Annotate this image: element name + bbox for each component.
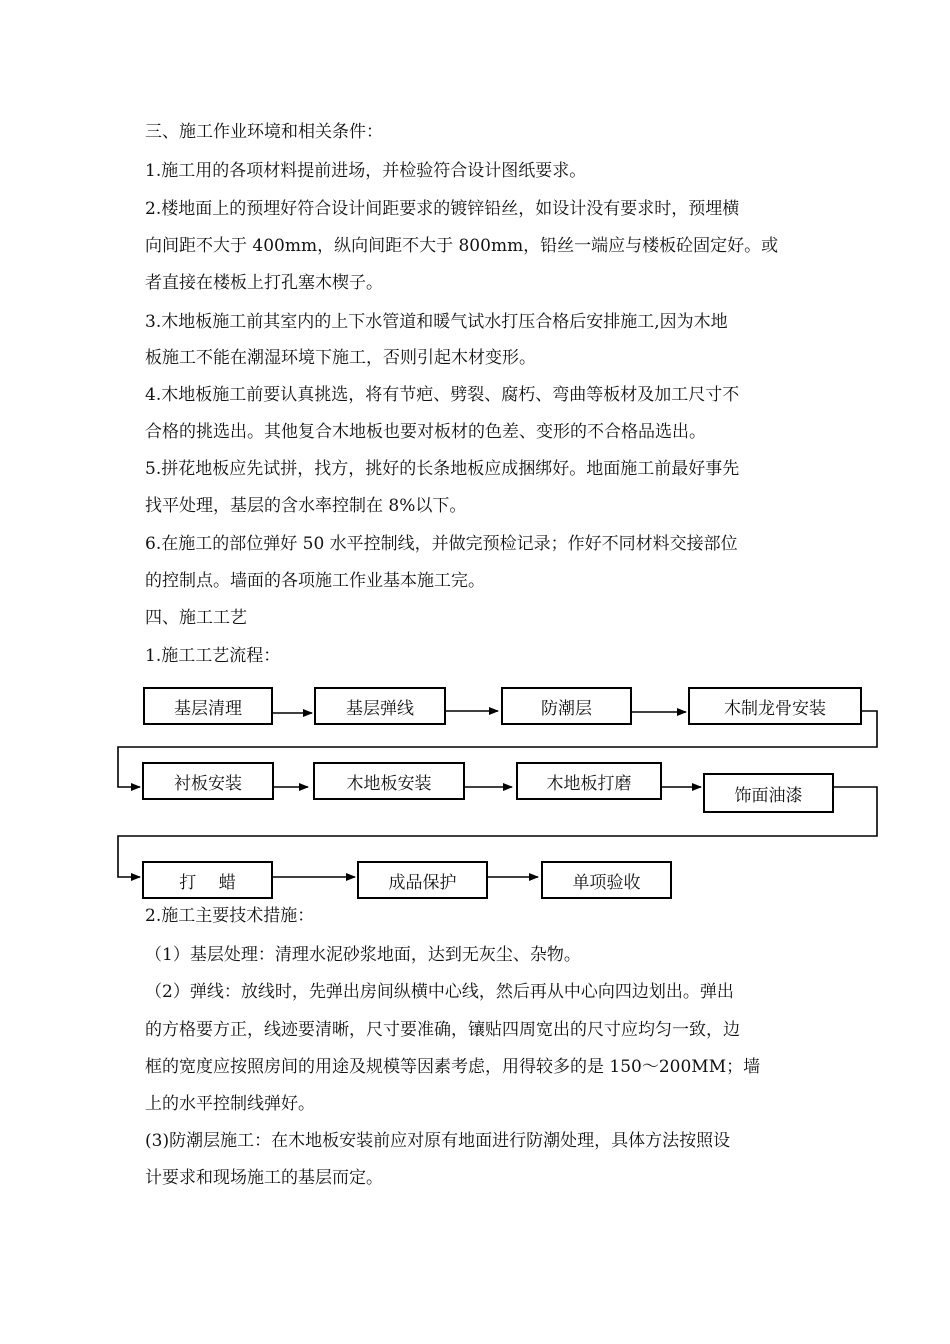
paragraph-line: 的控制点。墙面的各项施工作业基本施工完。 bbox=[145, 571, 485, 591]
paragraph-line: 找平处理，基层的含水率控制在 8%以下。 bbox=[145, 496, 467, 516]
paragraph-line: 向间距不大于 400mm，纵向间距不大于 800mm，铅丝一端应与楼板砼固定好。或 bbox=[145, 236, 779, 256]
flow-step-box: 饰面油漆 bbox=[703, 773, 834, 813]
paragraph-line: 合格的挑选出。其他复合木地板也要对板材的色差、变形的不合格品选出。 bbox=[145, 422, 706, 442]
measures-heading: 2.施工主要技术措施： bbox=[145, 906, 315, 926]
flow-step-box: 木地板安装 bbox=[313, 762, 465, 800]
paragraph-line: 板施工不能在潮湿环境下施工，否则引起木材变形。 bbox=[145, 348, 536, 368]
paragraph-line: 计要求和现场施工的基层而定。 bbox=[145, 1168, 383, 1188]
paragraph-line: 者直接在楼板上打孔塞木楔子。 bbox=[145, 273, 383, 293]
section4-heading: 四、施工工艺 bbox=[145, 608, 247, 628]
paragraph-line: （2）弹线：放线时，先弹出房间纵横中心线，然后再从中心向四边划出。弹出 bbox=[145, 982, 734, 1002]
flow-step-box: 衬板安装 bbox=[142, 762, 274, 800]
paragraph-line: 5.拼花地板应先试拼，找方，挑好的长条地板应成捆绑好。地面施工前最好事先 bbox=[145, 459, 740, 479]
paragraph-line: 1.施工用的各项材料提前进场，并检验符合设计图纸要求。 bbox=[145, 161, 587, 181]
paragraph-line: （1）基层处理：清理水泥砂浆地面，达到无灰尘、杂物。 bbox=[145, 945, 581, 965]
paragraph-line: 的方格要方正，线迹要清晰，尺寸要准确，镶贴四周宽出的尺寸应均匀一致，边 bbox=[145, 1020, 740, 1040]
paragraph-line: 上的水平控制线弹好。 bbox=[145, 1094, 315, 1114]
section3-heading: 三、施工作业环境和相关条件： bbox=[145, 122, 383, 142]
flow-step-box: 打 蜡 bbox=[142, 861, 273, 899]
paragraph-line: 6.在施工的部位弹好 50 水平控制线，并做完预检记录；作好不同材料交接部位 bbox=[145, 534, 738, 554]
paragraph-line: 4.木地板施工前要认真挑选，将有节疤、劈裂、腐朽、弯曲等板材及加工尺寸不 bbox=[145, 385, 740, 405]
flow-step-box: 木制龙骨安装 bbox=[688, 687, 862, 725]
paragraph-line: 框的宽度应按照房间的用途及规模等因素考虑，用得较多的是 150～200MM；墙 bbox=[145, 1057, 761, 1077]
flow-step-box: 木地板打磨 bbox=[516, 762, 662, 800]
flow-step-box: 基层清理 bbox=[143, 687, 273, 725]
paragraph-line: 3.木地板施工前其室内的上下水管道和暖气试水打压合格后安排施工,因为木地 bbox=[145, 312, 728, 332]
flow-step-box: 防潮层 bbox=[501, 687, 632, 725]
flow-step-box: 单项验收 bbox=[541, 861, 672, 899]
paragraph-line: (3)防潮层施工：在木地板安装前应对原有地面进行防潮处理，具体方法按照设 bbox=[145, 1131, 731, 1151]
flow-heading: 1.施工工艺流程： bbox=[145, 646, 281, 666]
flow-step-box: 基层弹线 bbox=[314, 687, 446, 725]
flow-step-box: 成品保护 bbox=[357, 861, 488, 899]
paragraph-line: 2.楼地面上的预埋好符合设计间距要求的镀锌铅丝，如设计没有要求时，预埋横 bbox=[145, 199, 740, 219]
